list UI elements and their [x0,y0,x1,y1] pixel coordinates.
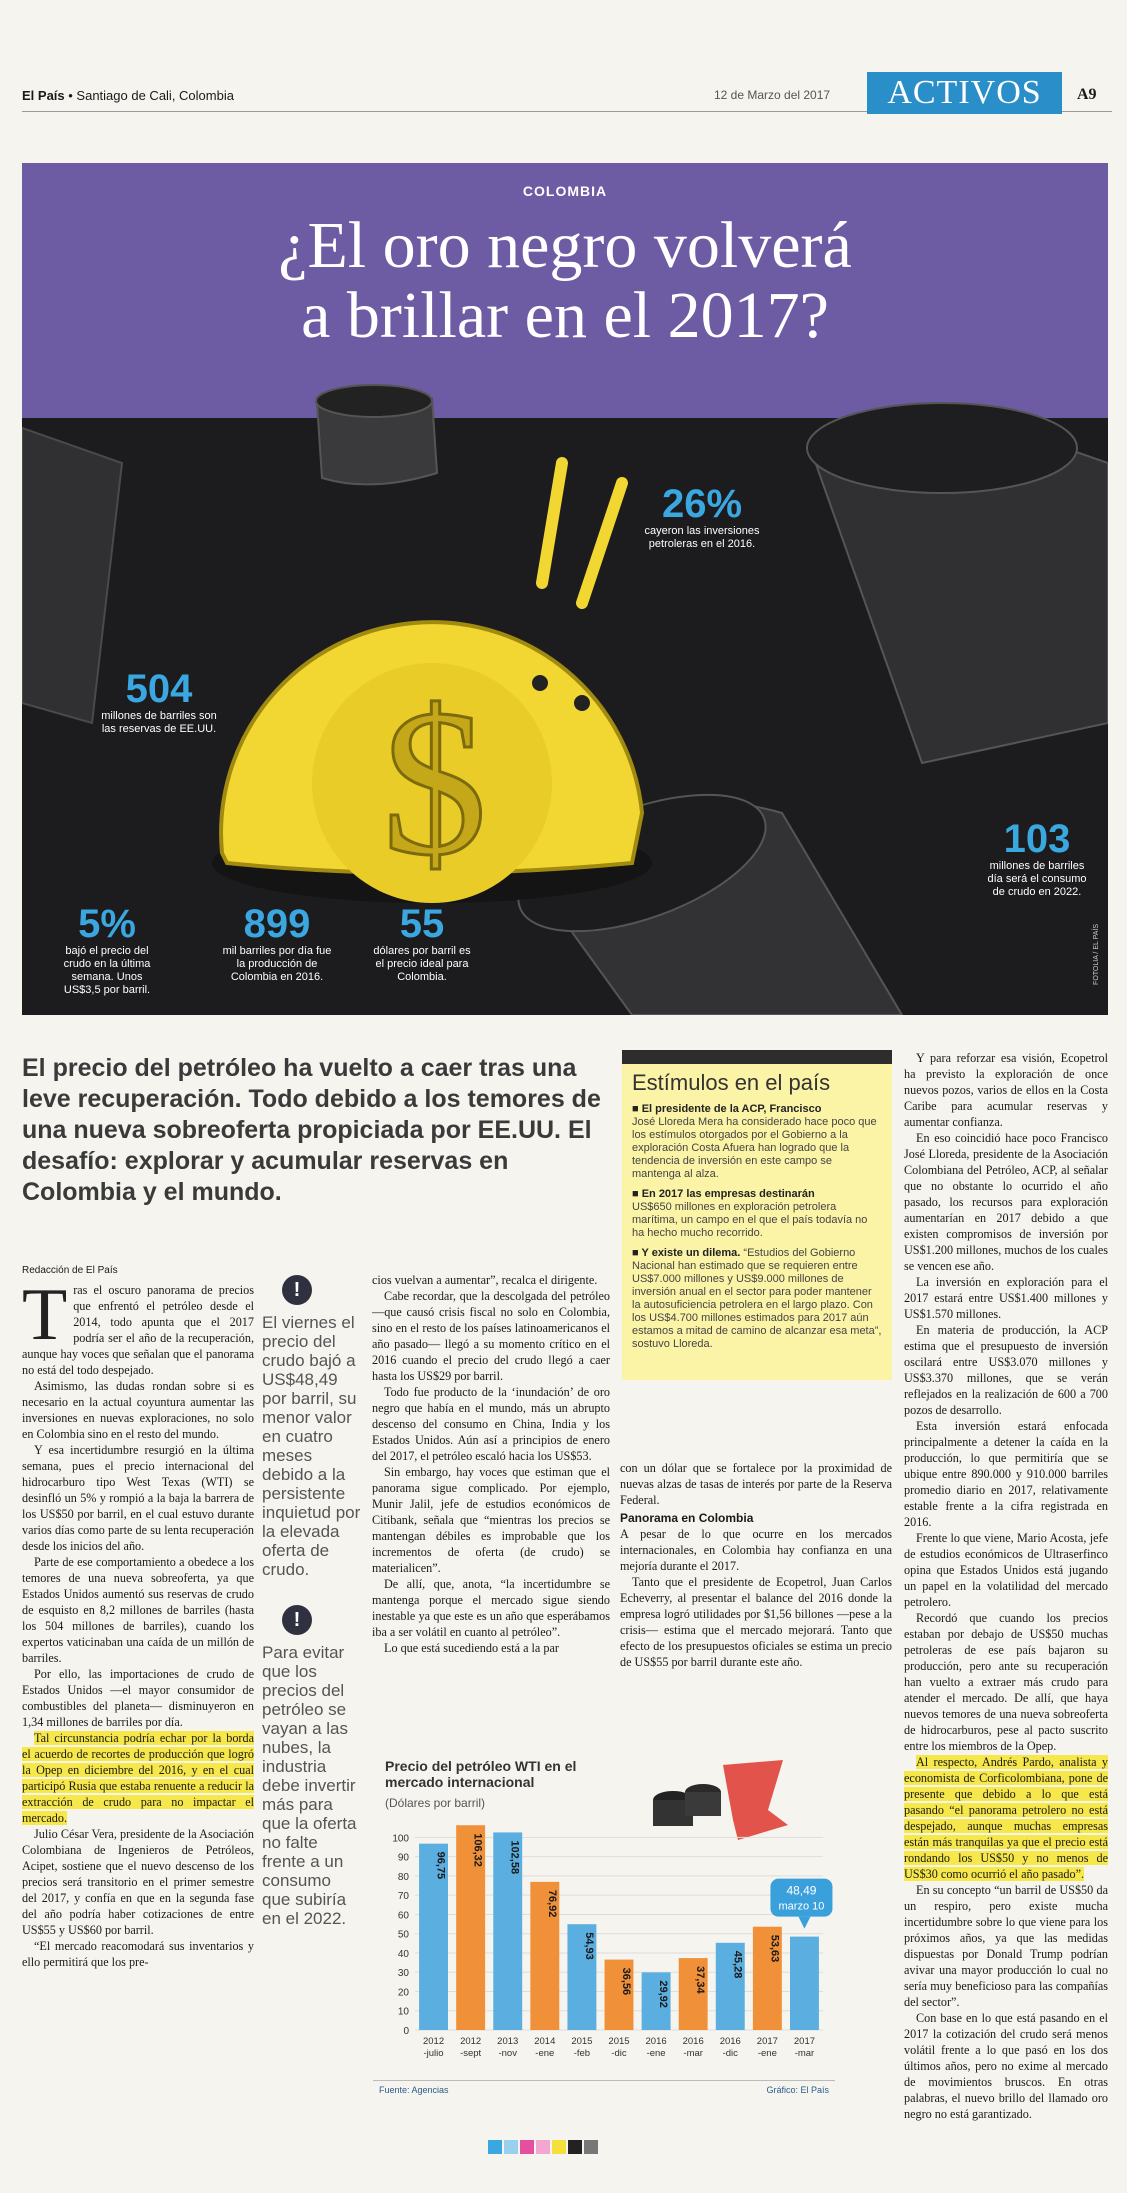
bar-value-label: 53,63 [768,1934,781,1963]
x-tick-label: -feb [573,2048,591,2059]
stat-899 [217,903,337,984]
paragraph: Cabe recordar, que la descolgada del petróleo —que causó crisis fiscal no solo en Colombia, sino en el resto de los países latinoamericanos el año pasado— llegó a su momento crítico en el 2016 cuando el precio del crudo llegó a caer hasta los US$29 por barril. [372,1289,610,1383]
stat-value: 26% [661,482,743,526]
x-tick-label: -mar [683,2048,703,2059]
x-tick-label: 2016 [682,2036,704,2047]
oil-scene [22,163,1108,1015]
y-tick-label: 30 [397,1968,409,1980]
x-tick-label: 2016 [719,2036,741,2047]
paragraph: con un dólar que se fortalece por la proximidad de nuevas alzas de tasas de interés por parte de la Reserva Federal. [620,1461,892,1507]
bar-value-label: 106,32 [471,1833,484,1867]
chart-credit: Gráfico: El País [766,2085,829,2095]
exclamation-icon: ! [282,1605,312,1635]
sidebar-item [622,1244,892,1355]
sidebar-item-head: ■ En 2017 las empresas destinarán [632,1188,815,1200]
pull-quote-text: El viernes el precio del crudo bajó a US$48,49 por barril, su menor valor en cuatro meses debido a la persistente inquietud por la elevada oferta de crudo. [262,1313,361,1579]
stat-text: bajó el precio del crudo en la última semana. Unos US$3,5 por barril. [63,945,151,996]
y-tick-label: 20 [397,1987,409,1999]
sidebar-title: Estímulos en el país [632,1070,831,1095]
callout-value: 48,49 [786,1883,817,1898]
paragraph: Todo fue producto de la ‘inundación’ de oro negro que había en el mundo, más un abrupto descenso del consumo en China, India y los Estados Unidos. Aún así a principios de enero del 2017, el petróleo escaló hacia los US$53. [372,1385,610,1463]
paragraph: Y esa incertidumbre resurgió en la última semana, pues el precio internacional del hidrocarburo tipo West Texas (WTI) se desinfló un 5% y rompió a la baja la barrera de los US$50 por barril, en el cual estuvo durante varios días como parte de su lenta recuperación desde los inicios del año. [22,1443,254,1553]
headline-line-1: ¿El oro negro volverá [278,209,852,282]
barrel-top-icon [316,385,437,484]
barrels-decoration-icon [653,1760,788,1840]
lead-paragraph: El precio del petróleo ha vuelto a caer tras una leve recuperación. Todo debido a los temores de una nueva sobreoferta propiciada por EE.UU. El desafío: explorar y acumular reservas en Colombia y el mundo. [22,1054,601,1206]
sidebar-item-head: ■ El presidente de la ACP, Francisco [632,1103,822,1115]
article-column-1 [22,1274,254,1970]
coin-icon [212,463,652,903]
x-tick-label: 2013 [497,2036,519,2047]
x-tick-label: -sept [460,2048,482,2059]
stat-text: dólares por barril es el precio ideal para Colombia. [373,945,471,983]
article-column-3 [620,1460,892,1670]
x-tick-label: 2016 [645,2036,667,2047]
swatch [536,2140,550,2154]
sidebar-item [622,1185,892,1244]
chart-source: Fuente: Agencias [379,2085,449,2095]
y-tick-label: 50 [397,1929,409,1941]
paragraph: Asimismo, las dudas rondan sobre si es necesario en la actual coyuntura aumentar las inversiones en nuevas exploraciones, no solo en Colombia sino en el resto del mundo. [22,1379,254,1441]
price-chart [373,1740,835,2100]
stat-text: mil barriles por día fue la producción de Colombia en 2016. [222,945,332,983]
stat-value: 5% [78,902,136,946]
highlighted-paragraph [22,1730,254,1826]
bar [790,1937,819,2030]
sidebar-item-body: “Estudios del Gobierno Nacional han estimado que se requieren entre US$7.000 millones y US$9.000 millones de inversión anual en el sector para poder mantener la autosuficiencia petrolera en el largo plazo. Con los US$4.700 millones estimados para 2017 aún estamos a mitad de camino de alcanzar esa meta”, sostuvo Lloreda. [632,1247,882,1350]
paragraph: Parte de ese comportamiento a obedece a los temores de una nueva sobreoferta, ya que Estados Unidos aumentó sus reservas de crudo de esquisto en 8,2 millones de barriles (hasta los 504 millones de barriles), cuando los expertos vaticinaban una caída de un millón de barriles. [22,1555,254,1665]
barrel-right-icon [807,403,1108,763]
pull-quote-1 [262,1275,362,1579]
x-tick-label: -dic [722,2048,738,2059]
chart-plot [373,1740,835,2080]
kicker: COLOMBIA [522,183,608,199]
sidebar-item-body: José Lloreda Mera ha considerado hace poco que los estímulos otorgados por el Gobierno a la exploración Costa Afuera han logrado que la tendencia de inversión en este campo se mantenga al alza. [632,1116,877,1180]
y-tick-label: 40 [397,1948,409,1960]
y-tick-label: 0 [403,2026,409,2037]
y-tick-label: 70 [397,1891,409,1903]
x-tick-label: -dic [611,2048,627,2059]
location: Santiago de Cali, Colombia [76,88,234,103]
stat-103 [982,818,1092,899]
x-tick-label: -ene [646,2048,666,2059]
paragraph: A pesar de lo que ocurre en los mercados internacionales, en Colombia hay confianza en una mejoría durante el 2017. [620,1527,892,1573]
bar-value-label: 45,28 [731,1950,744,1979]
stat-26 [642,483,762,551]
swatch [584,2140,598,2154]
sidebar-bar [622,1050,892,1064]
exclamation-icon: ! [282,1275,312,1305]
paragraph: En materia de producción, la ACP estima que el presupuesto de inversión oscilará entre US$3.070 millones y US$3.370 millones, que se verán reflejados en la realización de 600 a 700 pozos de desarrollo. [904,1323,1108,1417]
y-tick-label: 90 [397,1852,409,1864]
chart-title: Precio del petróleo WTI en el mercado internacional [385,1758,577,1790]
y-tick-label: 10 [397,2006,409,2018]
stat-text: millones de barriles son las reservas de EE.UU. [101,710,217,735]
paragraph: Recordó que cuando los precios estaban por debajo de US$50 muchas petroleras de ese país bajaron su producción, pero ante su recuperación han vuelto a extraer más crudo para atender el mercado. De allí, que haya nuevos temores de una nueva sobreoferta de hidrocarburos, pese al pacto suscrito entre los miembros de la Opep. [904,1611,1108,1753]
paragraph: Tanto que el presidente de Ecopetrol, Juan Carlos Echeverry, al presentar el balance del 2016 donde la empresa logró utilidades por $1,56 billones —pese a la crisis— estima que el mercado mejorará. Tanto que efecto de los presupuestos oficiales se estima un precio de US$55 por barril durante este año. [620,1575,892,1669]
paragraph: De allí, que, anota, “la incertidumbre se mantenga porque el mercado sigue siendo inestable ya que este es un año que esperábamos iba a ser volátil en cuanto al petróleo”. [372,1577,610,1639]
chart-ylabel: (Dólares por barril) [385,1796,486,1810]
paragraph: Sin embargo, hay voces que estiman que el panorama sigue complicado. Por ejemplo, Munir Jalil, jefe de estudios económicos de Citibank, señala que “mientras los precios se mantengan débiles es improbable que los incrementos de oferta (de crudo) se materialicen”. [372,1465,610,1575]
subheading: Panorama en Colombia [620,1511,754,1525]
paragraph: “El mercado reacomodará sus inventarios y ello permitirá que los pre- [22,1939,254,1969]
paragraph: Julio César Vera, presidente de la Asociación Colombiana de Ingenieros de Petróleos, Acipet, sostiene que el nuevo descenso de los precios será transitorio en el primer semestre del 2017, y confía en que en la segunda fase del año podría haber cotizaciones de entre US$55 y US$60 por barril. [22,1827,254,1937]
y-tick-label: 80 [397,1871,409,1883]
x-tick-label: 2012 [460,2036,482,2047]
x-tick-label: -ene [757,2048,777,2059]
highlight: Tal circunstancia podría echar por la borda el acuerdo de recortes de producción que logró la Opep en diciembre del 2016, y en el cual participó Rusia que estaba renuente a reducir la extracción de crudo para no impactar el mercado. [22,1731,254,1825]
stat-text: cayeron las inversiones petroleras en el 2016. [644,525,760,550]
issue-date: 12 de Marzo del 2017 [714,88,831,102]
paragraph: cios vuelvan a aumentar”, recalca el dirigente. [372,1273,598,1287]
stat-value: 103 [1003,817,1071,861]
headline-line-2: a brillar en el 2017? [301,279,829,352]
highlighted-paragraph [904,1754,1108,1882]
paragraph: Con base en lo que está pasando en el 2017 la cotización del crudo será menos volátil frente a lo que pasó en los dos últimos años, pero no exime al mercado de movimientos bruscos. En otras palabras, el nuevo brillo del llamado oro negro no está garantizado. [904,2011,1108,2121]
highlight: Al respecto, Andrés Pardo, analista y economista de Corficolombiana, pone de presente que debido a lo que está pasando “el panorama petrolero no está despejado, aunque muchas empresas están más tranquilas ya que el precio está rondando los US$50 y no menos de US$30 como ocurrió el año pasado”. [904,1755,1108,1881]
x-tick-label: 2015 [608,2036,630,2047]
paragraph: En eso coincidió hace poco Francisco José Lloreda, presidente de la Asociación Colombiana del Petróleo, ACP, al señalar que no obstante lo ocurrido el año pasado, los recursos para exploración aumentarían en 2017 debido a que existen compromisos de inversión por US$1.200 millones, muchos de los cuales se vencen ese año. [904,1131,1108,1273]
article-column-2 [372,1272,610,1656]
bar-value-label: 54,93 [582,1932,595,1960]
x-tick-label: -mar [794,2048,815,2059]
paragraph: La inversión en exploración para el 2017 estará entre US$1.400 millones y US$1.570 millones. [904,1275,1108,1321]
masthead: El País • Santiago de Cali, Colombia [22,88,234,103]
x-tick-label: 2012 [422,2036,445,2047]
paragraph: Frente lo que viene, Mario Acosta, jefe de estudios económicos de Ultraserfinco opina que Estados Unidos está jugando un papel en la volatilidad del mercado petrolero. [904,1531,1108,1609]
paper-name: El País [22,88,65,103]
callout-pointer [798,1917,810,1929]
stat-value: 899 [243,902,311,946]
sidebar-item-body: US$650 millones en exploración petrolera marítima, un campo en el que el país todavía no ha hecho mucho recorrido. [632,1201,868,1239]
paragraph: Lo que está sucediendo está a la par [384,1641,559,1655]
bar-value-label: 96,75 [434,1851,447,1880]
color-registration-bar [488,2140,600,2154]
photo-credit: FOTOLIA / EL PAÍS [1093,924,1100,985]
bar-value-label: 102,58 [508,1840,521,1875]
bar-value-label: 29,92 [657,1980,670,2008]
x-tick-label: -ene [535,2048,555,2059]
paragraph: ras el oscuro panorama de precios que enfrentó el petróleo desde el 2014, todo apunta que el 2017 podría ser el año de la recuperación, aunque hay voces que señalan que el panorama no está del todo despejado. [22,1283,254,1377]
sidebar-item [622,1100,892,1185]
x-tick-label: 2017 [793,2036,816,2047]
page-header [22,74,1112,112]
paragraph: En su concepto “un barril de US$50 da un respiro, pero existe mucha incertidumbre sobre lo que viene para los próximos años, ya que las medidas dispuestas por Donald Trump podrían avivar una mayor producción lo cual no sería muy beneficioso para las compañías del sector”. [904,1883,1108,2009]
paragraph: Por ello, las importaciones de crudo de Estados Unidos —el mayor consumidor de combustibles del planeta— disminuyeron en 1,34 millones de barriles por día. [22,1667,254,1729]
bar-value-label: 36,56 [620,1967,632,1996]
sidebar-item-head: ■ Y existe un dilema. [632,1247,741,1259]
stat-value: 55 [399,902,445,946]
svg-text:$: $ [382,667,487,899]
bar-value-label: 37,34 [694,1966,707,1994]
section-label: ACTIVOS [867,72,1062,114]
swatch [568,2140,582,2154]
byline: Redacción de El País [22,1265,118,1276]
y-tick-label: 100 [392,1833,409,1845]
sidebar-box [622,1050,892,1380]
bar-value-label: 76,92 [545,1889,558,1918]
paragraph: Esta inversión estará enfocada principalmente a detener la caída en la producción, lo que permitiría que se ubique entre 890.000 y 910.000 barriles promedio diario en 2017, relativamente estable frente a la cifra registrada en 2016. [904,1419,1108,1529]
x-tick-label: 2015 [571,2036,593,2047]
paragraph: Y para reforzar esa visión, Ecopetrol ha previsto la exploración de once nuevos pozos, varios de ellos en la Costa Caribe para acumular reservas y aumentar confianza. [904,1051,1108,1129]
swatch [520,2140,534,2154]
stat-504 [94,668,224,736]
article-column-4 [904,1050,1108,2122]
page-number: A9 [1077,86,1097,103]
pull-quote-2 [262,1605,362,1928]
x-tick-label: -julio [423,2048,444,2059]
stat-value: 504 [125,667,193,711]
chart-footer [373,2080,835,2100]
stat-55 [372,903,472,984]
x-tick-label: 2014 [534,2036,556,2047]
stat-5 [52,903,162,997]
swatch [552,2140,566,2154]
x-tick-label: -nov [498,2048,517,2059]
callout-date: marzo 10 [778,1900,825,1913]
hero-illustration [22,163,1108,1015]
y-tick-label: 60 [397,1910,409,1922]
drop-cap: T [22,1274,68,1356]
swatch [504,2140,518,2154]
x-tick-label: 2017 [756,2036,778,2047]
pull-quote-text: Para evitar que los precios del petróleo se vayan a las nubes, la industria debe invertir más para que la oferta no falte frente a un consumo que subiría en el 2022. [262,1643,357,1928]
swatch [488,2140,502,2154]
stat-text: millones de barriles día será el consumo de crudo en 2022. [987,860,1087,898]
